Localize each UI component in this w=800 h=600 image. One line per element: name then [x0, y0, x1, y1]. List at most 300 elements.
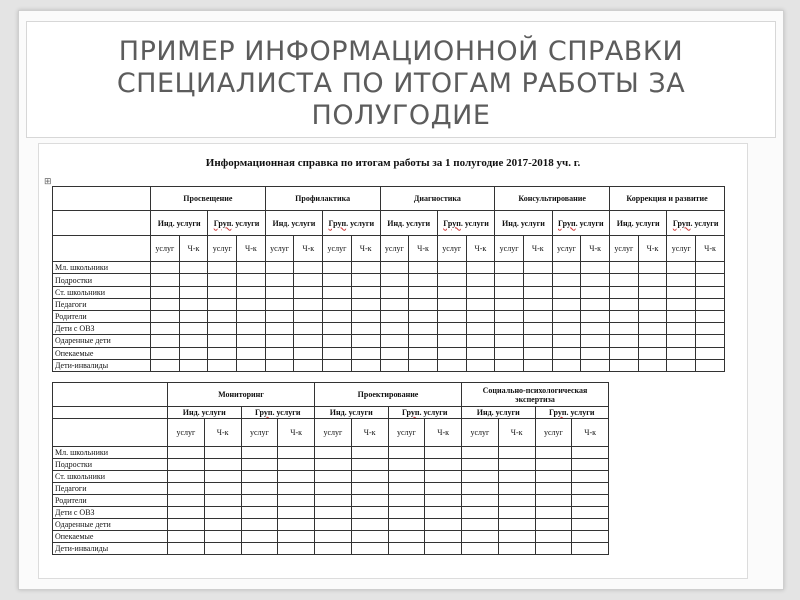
empty-cell: [523, 286, 552, 298]
empty-cell: [237, 347, 266, 359]
empty-cell: [265, 298, 294, 310]
empty-cell: [278, 495, 315, 507]
empty-cell: [168, 531, 205, 543]
empty-cell: [523, 274, 552, 286]
empty-cell: [495, 359, 524, 371]
empty-cell: [237, 274, 266, 286]
empty-cell: [462, 531, 499, 543]
empty-cell: [208, 323, 237, 335]
empty-cell: [237, 359, 266, 371]
empty-cell: [466, 359, 495, 371]
slide-title: [27, 36, 775, 132]
empty-cell: [323, 335, 352, 347]
empty-cell: [351, 495, 388, 507]
sub-header-grp: Груп. услуги: [388, 407, 462, 419]
empty-cell: [241, 543, 278, 555]
empty-cell: [388, 447, 425, 459]
category-label: Одаренные дети: [53, 519, 168, 531]
table2-column-row: [53, 419, 609, 447]
table-row: [53, 359, 725, 371]
table1-section-row: [53, 187, 725, 211]
empty-cell: [696, 323, 725, 335]
empty-cell: [179, 274, 208, 286]
empty-cell: [294, 262, 323, 274]
table-row: [53, 483, 609, 495]
empty-cell: [294, 347, 323, 359]
table-row: [53, 507, 609, 519]
empty-cell: [523, 298, 552, 310]
empty-cell: [610, 335, 639, 347]
empty-cell: [241, 471, 278, 483]
column-header-uslug: услуг: [552, 235, 581, 261]
empty-cell: [610, 262, 639, 274]
column-header-uslug: услуг: [388, 419, 425, 447]
category-label: Дети с ОВЗ: [53, 507, 168, 519]
column-header-uslug: услуг: [667, 235, 696, 261]
empty-cell: [351, 286, 380, 298]
empty-cell: [572, 543, 609, 555]
empty-cell: [462, 447, 499, 459]
empty-cell: [610, 347, 639, 359]
empty-cell: [179, 286, 208, 298]
empty-cell: [315, 483, 352, 495]
table-row: [53, 298, 725, 310]
sub-header-grp: Груп. услуги: [667, 211, 725, 235]
empty-cell: [409, 286, 438, 298]
empty-cell: [351, 298, 380, 310]
category-label: Дети-инвалиды: [53, 359, 151, 371]
empty-cell: [425, 447, 462, 459]
empty-cell: [425, 495, 462, 507]
table-row: [53, 459, 609, 471]
empty-cell: [388, 519, 425, 531]
empty-cell: [535, 519, 572, 531]
category-label: Опекаемые: [53, 347, 151, 359]
section-header: Диагностика: [380, 187, 495, 211]
column-header-chk: Ч-к: [351, 419, 388, 447]
empty-cell: [466, 262, 495, 274]
empty-cell: [409, 262, 438, 274]
empty-cell: [278, 471, 315, 483]
empty-cell: [437, 262, 466, 274]
empty-cell: [495, 310, 524, 322]
empty-cell: [581, 286, 610, 298]
empty-cell: [241, 459, 278, 471]
empty-cell: [572, 495, 609, 507]
empty-cell: [168, 483, 205, 495]
table-row: [53, 286, 725, 298]
empty-cell: [466, 298, 495, 310]
empty-cell: [466, 335, 495, 347]
empty-cell: [179, 359, 208, 371]
empty-cell: [495, 262, 524, 274]
section-header: Консультирование: [495, 187, 610, 211]
sub-header-grp: Груп. услуги: [437, 211, 494, 235]
empty-cell: [168, 519, 205, 531]
empty-cell: [498, 483, 535, 495]
empty-cell: [237, 286, 266, 298]
empty-cell: [498, 495, 535, 507]
empty-cell: [462, 483, 499, 495]
empty-cell: [535, 459, 572, 471]
empty-cell: [696, 274, 725, 286]
empty-cell: [535, 507, 572, 519]
empty-cell: [168, 543, 205, 555]
empty-cell: [535, 447, 572, 459]
category-label: Одаренные дети: [53, 335, 151, 347]
empty-cell: [696, 359, 725, 371]
empty-cell: [237, 298, 266, 310]
empty-cell: [168, 447, 205, 459]
empty-cell: [552, 274, 581, 286]
empty-cell: [572, 507, 609, 519]
empty-cell: [696, 298, 725, 310]
sub-header-ind: Инд. услуги: [495, 211, 552, 235]
sub-header-grp: Груп. услуги: [552, 211, 609, 235]
empty-cell: [294, 335, 323, 347]
table-row: [53, 447, 609, 459]
empty-cell: [388, 459, 425, 471]
table-row: [53, 471, 609, 483]
category-label: Родители: [53, 310, 151, 322]
empty-cell: [437, 274, 466, 286]
empty-cell: [315, 447, 352, 459]
report-table-2: [52, 382, 609, 555]
empty-cell: [437, 347, 466, 359]
empty-cell: [151, 310, 180, 322]
slide-title-line-2: СПЕЦИАЛИСТА ПО ИТОГАМ РАБОТЫ ЗА: [116, 68, 686, 99]
empty-cell: [323, 347, 352, 359]
empty-cell: [462, 459, 499, 471]
column-header-chk: Ч-к: [425, 419, 462, 447]
report-table-1: [52, 186, 725, 372]
empty-cell: [315, 531, 352, 543]
empty-cell: [315, 507, 352, 519]
empty-cell: [351, 310, 380, 322]
empty-cell: [351, 347, 380, 359]
empty-cell: [265, 347, 294, 359]
empty-cell: [523, 359, 552, 371]
sub-header-ind: Инд. услуги: [265, 211, 322, 235]
empty-cell: [315, 495, 352, 507]
empty-cell: [466, 323, 495, 335]
column-header-chk: Ч-к: [638, 235, 667, 261]
empty-cell: [581, 347, 610, 359]
slide-title-line-3: ПОЛУГОДИЕ: [311, 100, 491, 131]
empty-cell: [610, 323, 639, 335]
empty-cell: [409, 274, 438, 286]
empty-cell: [437, 323, 466, 335]
empty-cell: [351, 531, 388, 543]
empty-cell: [204, 447, 241, 459]
empty-cell: [581, 335, 610, 347]
empty-cell: [388, 543, 425, 555]
table-row: [53, 495, 609, 507]
empty-cell: [204, 531, 241, 543]
sub-header-ind: Инд. услуги: [315, 407, 389, 419]
empty-cell: [466, 274, 495, 286]
empty-cell: [294, 274, 323, 286]
empty-cell: [294, 323, 323, 335]
empty-cell: [667, 286, 696, 298]
empty-cell: [278, 507, 315, 519]
empty-cell: [208, 347, 237, 359]
category-label: Ст. школьники: [53, 286, 151, 298]
category-label: Педагоги: [53, 298, 151, 310]
table-row: [53, 347, 725, 359]
column-header-uslug: услуг: [241, 419, 278, 447]
table-row: [53, 531, 609, 543]
empty-cell: [265, 323, 294, 335]
empty-cell: [208, 262, 237, 274]
empty-cell: [552, 298, 581, 310]
empty-cell: [204, 519, 241, 531]
empty-cell: [409, 298, 438, 310]
empty-cell: [265, 262, 294, 274]
empty-cell: [278, 447, 315, 459]
empty-cell: [572, 471, 609, 483]
empty-cell: [265, 310, 294, 322]
empty-cell: [535, 495, 572, 507]
empty-cell: [535, 543, 572, 555]
table1-subheader-row: [53, 211, 725, 235]
empty-cell: [278, 459, 315, 471]
empty-cell: [278, 543, 315, 555]
empty-cell: [351, 274, 380, 286]
empty-cell: [380, 298, 409, 310]
table-row: [53, 519, 609, 531]
empty-cell: [581, 262, 610, 274]
empty-cell: [179, 335, 208, 347]
empty-cell: [667, 323, 696, 335]
empty-cell: [523, 323, 552, 335]
table-row: [53, 335, 725, 347]
column-header-chk: Ч-к: [294, 235, 323, 261]
empty-cell: [610, 298, 639, 310]
empty-cell: [380, 310, 409, 322]
empty-cell: [323, 274, 352, 286]
empty-cell: [495, 347, 524, 359]
empty-cell: [278, 531, 315, 543]
column-header-uslug: услуг: [535, 419, 572, 447]
section-header: Профилактика: [265, 187, 380, 211]
empty-cell: [462, 507, 499, 519]
empty-cell: [315, 471, 352, 483]
empty-cell: [462, 543, 499, 555]
empty-cell: [610, 359, 639, 371]
empty-cell: [294, 359, 323, 371]
empty-cell: [323, 262, 352, 274]
empty-cell: [351, 471, 388, 483]
column-header-uslug: услуг: [323, 235, 352, 261]
column-header-uslug: услуг: [265, 235, 294, 261]
empty-cell: [581, 298, 610, 310]
empty-cell: [667, 262, 696, 274]
empty-cell: [151, 298, 180, 310]
empty-cell: [351, 543, 388, 555]
empty-cell: [696, 310, 725, 322]
empty-cell: [179, 347, 208, 359]
empty-cell: [610, 286, 639, 298]
empty-cell: [535, 471, 572, 483]
category-label: Мл. школьники: [53, 447, 168, 459]
empty-cell: [380, 286, 409, 298]
empty-cell: [552, 310, 581, 322]
empty-cell: [294, 310, 323, 322]
empty-cell: [151, 347, 180, 359]
empty-cell: [552, 359, 581, 371]
empty-cell: [351, 507, 388, 519]
empty-cell: [388, 471, 425, 483]
empty-cell: [425, 519, 462, 531]
empty-cell: [667, 347, 696, 359]
empty-cell: [638, 286, 667, 298]
empty-cell: [495, 274, 524, 286]
empty-cell: [323, 286, 352, 298]
empty-cell: [523, 262, 552, 274]
empty-cell: [552, 347, 581, 359]
empty-cell: [351, 359, 380, 371]
empty-cell: [208, 298, 237, 310]
column-header-chk: Ч-к: [351, 235, 380, 261]
category-label: Мл. школьники: [53, 262, 151, 274]
empty-cell: [278, 519, 315, 531]
column-header-uslug: услуг: [380, 235, 409, 261]
column-header-chk: Ч-к: [237, 235, 266, 261]
empty-cell: [638, 323, 667, 335]
empty-cell: [437, 298, 466, 310]
empty-cell: [495, 335, 524, 347]
table-row: [53, 274, 725, 286]
empty-cell: [495, 286, 524, 298]
empty-cell: [462, 471, 499, 483]
empty-cell: [638, 274, 667, 286]
empty-cell: [638, 347, 667, 359]
empty-cell: [351, 323, 380, 335]
empty-cell: [535, 531, 572, 543]
empty-cell: [323, 310, 352, 322]
empty-cell: [498, 543, 535, 555]
empty-cell: [179, 310, 208, 322]
empty-cell: [466, 310, 495, 322]
empty-cell: [315, 543, 352, 555]
empty-cell: [572, 519, 609, 531]
empty-cell: [498, 471, 535, 483]
empty-cell: [241, 507, 278, 519]
empty-cell: [265, 359, 294, 371]
empty-cell: [237, 310, 266, 322]
document-heading: Информационная справка по итогам работы за 1 полугодие 2017-2018 уч. г.: [205, 157, 581, 169]
category-label: Дети с ОВЗ: [53, 323, 151, 335]
column-header-chk: Ч-к: [179, 235, 208, 261]
empty-cell: [667, 274, 696, 286]
empty-cell: [351, 483, 388, 495]
column-header-chk: Ч-к: [696, 235, 725, 261]
column-header-chk: Ч-к: [409, 235, 438, 261]
empty-cell: [151, 262, 180, 274]
empty-cell: [667, 335, 696, 347]
category-label: Ст. школьники: [53, 471, 168, 483]
empty-cell: [495, 298, 524, 310]
empty-cell: [241, 495, 278, 507]
empty-cell: [610, 274, 639, 286]
empty-cell: [581, 274, 610, 286]
column-header-chk: Ч-к: [572, 419, 609, 447]
empty-cell: [696, 262, 725, 274]
empty-cell: [425, 483, 462, 495]
empty-cell: [204, 459, 241, 471]
empty-cell: [168, 507, 205, 519]
empty-cell: [552, 323, 581, 335]
sub-header-ind: Инд. услуги: [462, 407, 536, 419]
column-header-chk: Ч-к: [523, 235, 552, 261]
empty-cell: [425, 459, 462, 471]
empty-cell: [351, 459, 388, 471]
empty-cell: [208, 310, 237, 322]
empty-cell: [237, 262, 266, 274]
sub-header-grp: Груп. услуги: [208, 211, 265, 235]
empty-cell: [380, 335, 409, 347]
sub-header-grp: Груп. услуги: [535, 407, 609, 419]
empty-cell: [498, 507, 535, 519]
empty-cell: [265, 274, 294, 286]
table-corner-cell: [53, 187, 151, 211]
empty-cell: [535, 483, 572, 495]
empty-cell: [380, 347, 409, 359]
empty-cell: [437, 335, 466, 347]
column-header-chk: Ч-к: [204, 419, 241, 447]
column-header-uslug: услуг: [168, 419, 205, 447]
empty-cell: [696, 347, 725, 359]
sub-header-ind: Инд. услуги: [610, 211, 667, 235]
column-header-chk: Ч-к: [278, 419, 315, 447]
section-header: Коррекция и развитие: [610, 187, 725, 211]
empty-cell: [425, 543, 462, 555]
empty-cell: [409, 323, 438, 335]
empty-cell: [388, 507, 425, 519]
empty-cell: [462, 495, 499, 507]
empty-cell: [323, 323, 352, 335]
document-image: [38, 143, 748, 579]
empty-cell: [315, 519, 352, 531]
column-header-uslug: услуг: [495, 235, 524, 261]
empty-cell: [208, 286, 237, 298]
table2-subheader-row: [53, 407, 609, 419]
empty-cell: [638, 298, 667, 310]
empty-cell: [581, 310, 610, 322]
column-header-chk: Ч-к: [498, 419, 535, 447]
empty-cell: [278, 483, 315, 495]
empty-cell: [388, 531, 425, 543]
empty-cell: [638, 310, 667, 322]
table2-section-row: [53, 383, 609, 407]
table-row: [53, 310, 725, 322]
empty-cell: [610, 310, 639, 322]
empty-cell: [241, 519, 278, 531]
section-header: Просвещение: [151, 187, 266, 211]
empty-cell: [495, 323, 524, 335]
empty-cell: [498, 531, 535, 543]
empty-cell: [208, 274, 237, 286]
empty-cell: [667, 310, 696, 322]
column-header-uslug: услуг: [610, 235, 639, 261]
section-header: Мониторинг: [168, 383, 315, 407]
empty-cell: [241, 447, 278, 459]
empty-cell: [466, 286, 495, 298]
empty-cell: [151, 335, 180, 347]
empty-cell: [409, 335, 438, 347]
empty-cell: [204, 507, 241, 519]
